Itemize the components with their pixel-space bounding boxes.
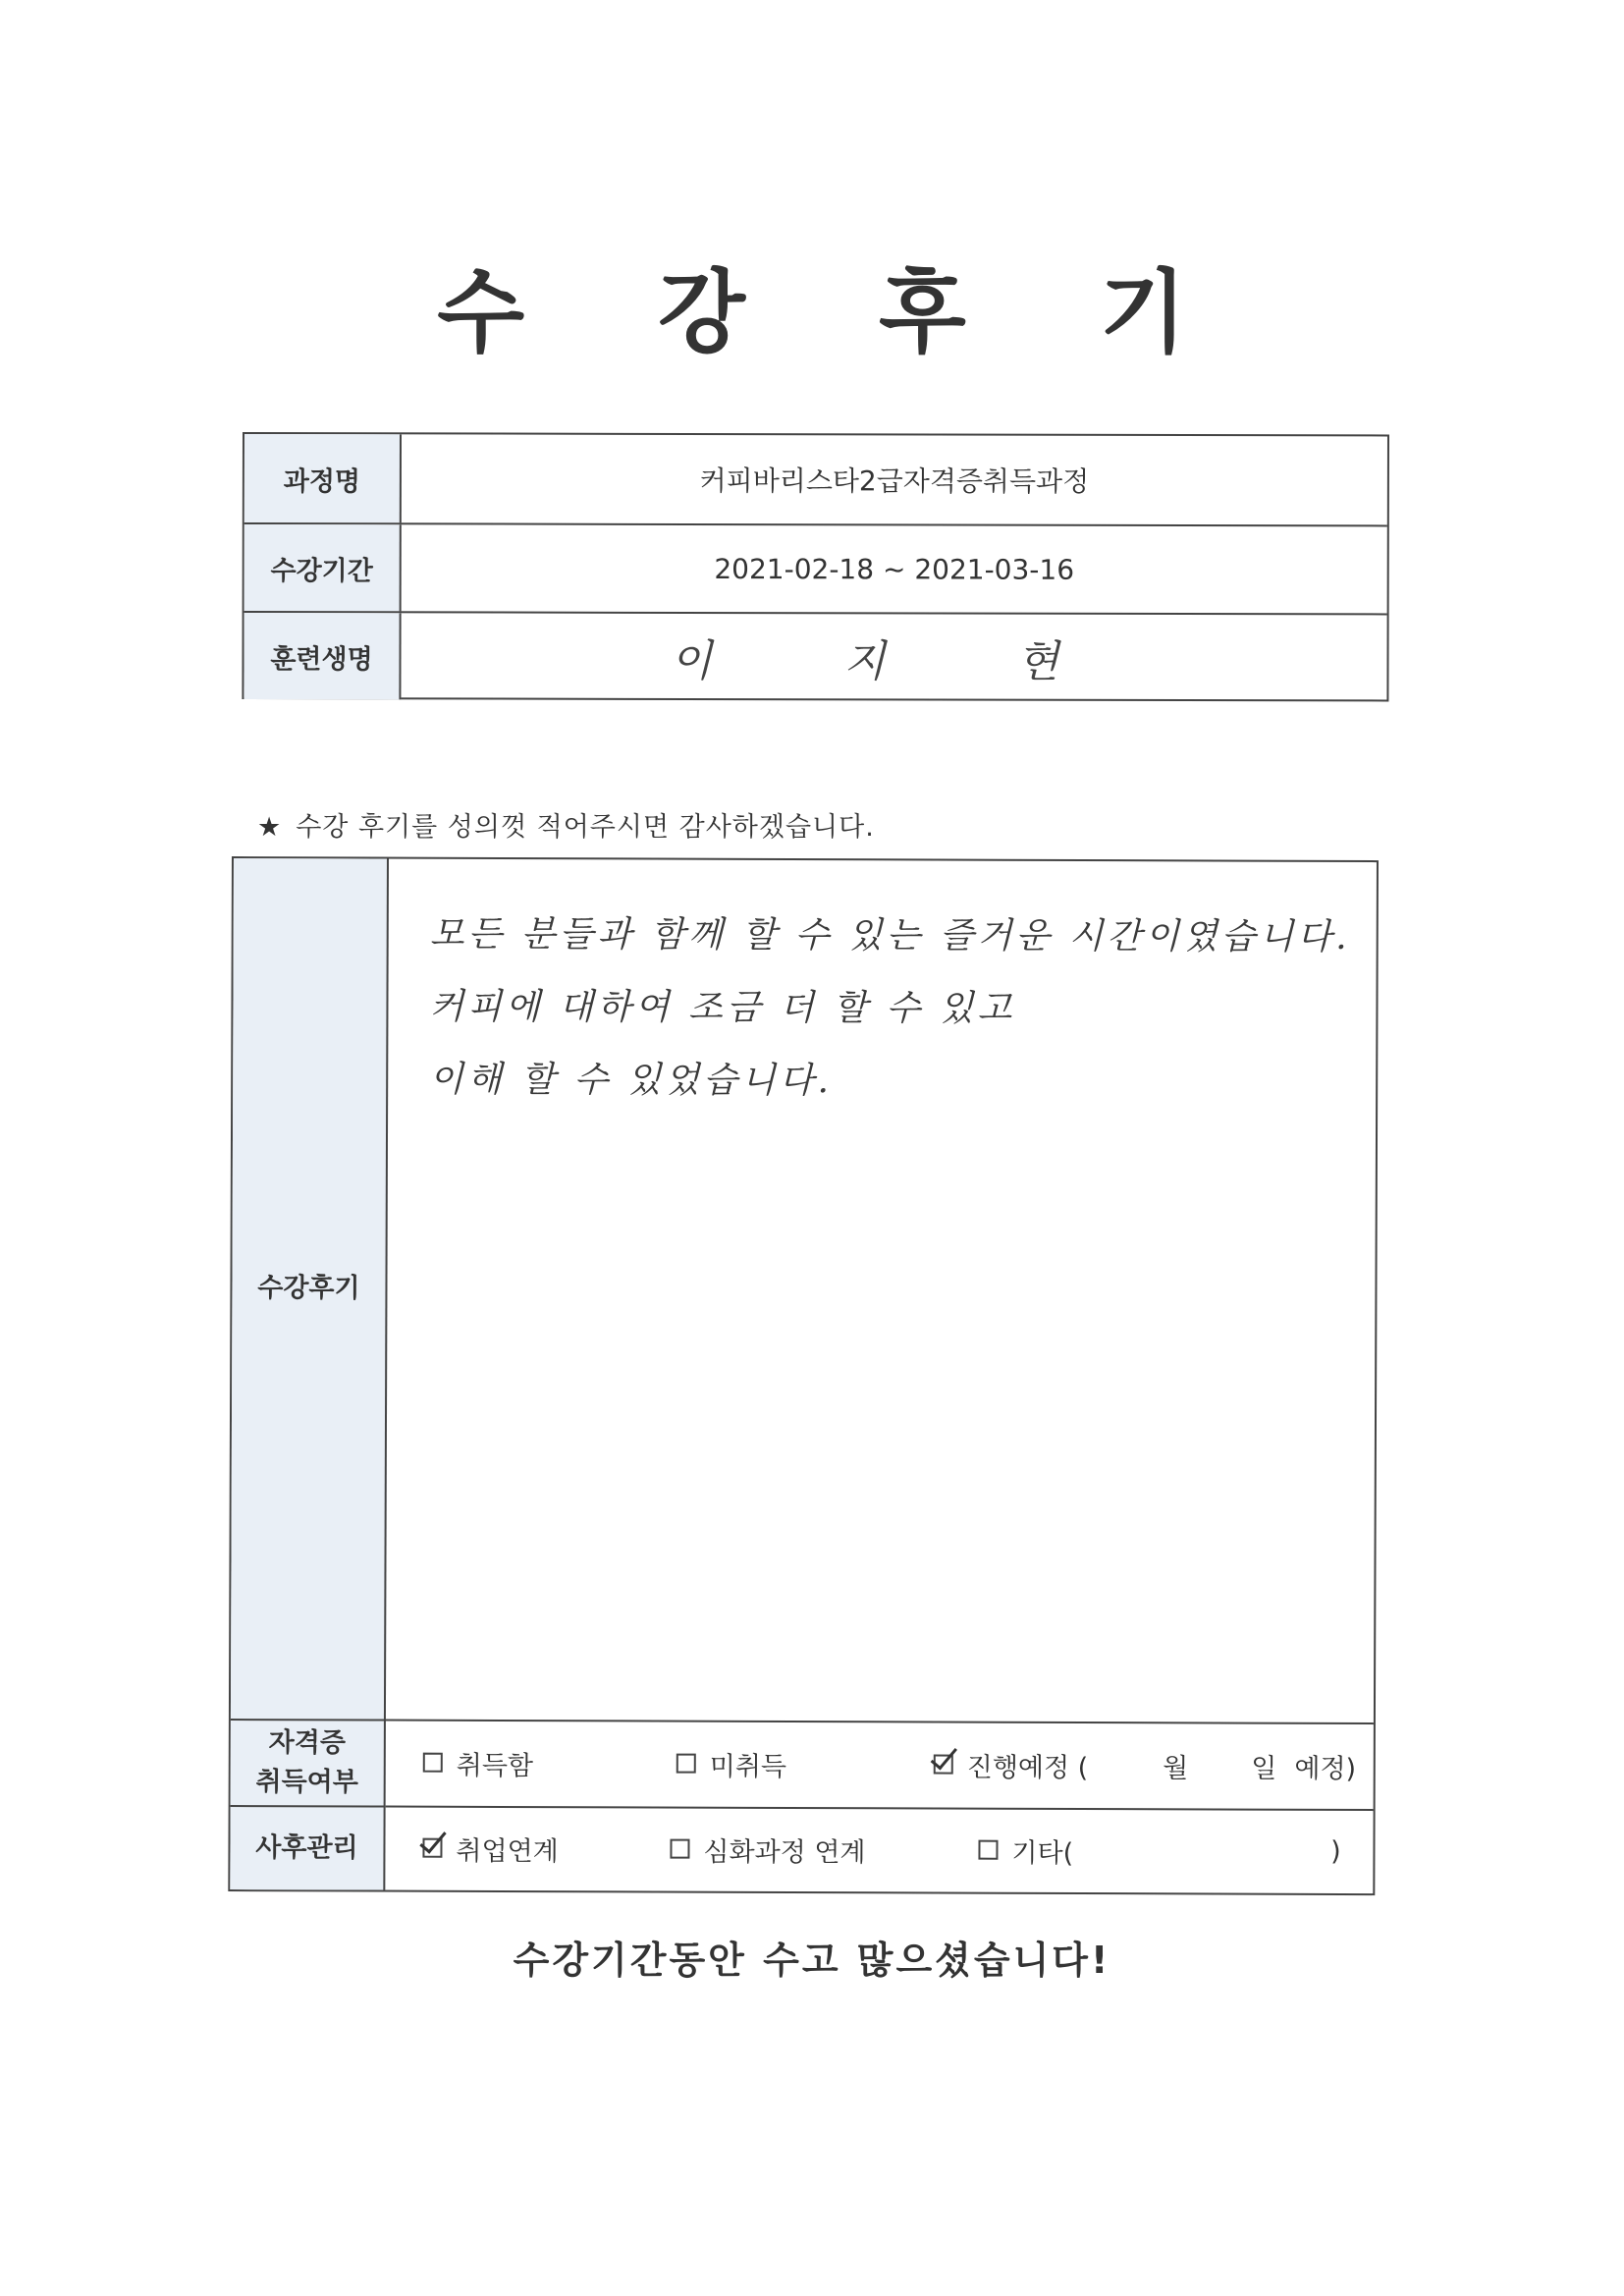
month-label: 월 (1163, 1752, 1189, 1783)
option-acquired-label: 취득함 (456, 1750, 534, 1781)
option-advanced-label: 심화과정 연계 (703, 1836, 866, 1868)
instruction-text: 수강 후기를 성의껏 적어주시면 감사하겠습니다. (296, 812, 875, 843)
followup-label: 사후관리 (230, 1805, 385, 1890)
instruction-note (257, 805, 875, 844)
trainee-row (244, 611, 1386, 701)
option-other[interactable] (978, 1831, 1340, 1870)
checked-checkbox-icon[interactable] (422, 1838, 442, 1858)
period-value: 2021-02-18 ~ 2021-03-16 (714, 552, 1075, 586)
review-table (228, 856, 1379, 1895)
option-planned-label: 진행예정 ( (966, 1752, 1089, 1783)
option-other-label: 기타( (1011, 1837, 1074, 1869)
option-advanced[interactable] (670, 1830, 865, 1869)
trainee-label: 훈련생명 (244, 613, 401, 699)
review-line: 모든 분들과 함께 할 수 있는 즐거운 시간이였습니다. (429, 913, 1351, 957)
review-label: 수강후기 (231, 858, 389, 1720)
option-other-close: ) (1330, 1835, 1341, 1867)
closing-message: 수강기간동안 수고 많으셨습니다! (513, 1939, 1111, 1982)
trainee-name: 이 지 현 (670, 635, 1118, 687)
certificate-options (386, 1720, 1374, 1810)
review-line: 이해 할 수 있었습니다. (429, 1059, 834, 1102)
checkbox-icon[interactable] (677, 1754, 696, 1774)
checkbox-icon[interactable] (670, 1839, 689, 1859)
option-not-acquired-label: 미취득 (709, 1751, 787, 1782)
checkbox-icon[interactable] (978, 1840, 998, 1860)
planned-suffix: 예정) (1294, 1753, 1357, 1784)
option-acquired[interactable] (423, 1743, 533, 1781)
checked-checkbox-icon[interactable] (934, 1755, 953, 1775)
course-value: 커피바리스타2급자격증취득과정 (699, 464, 1090, 498)
option-not-acquired[interactable] (677, 1744, 786, 1782)
certificate-label-line1: 자격증 (268, 1727, 347, 1759)
period-label: 수강기간 (244, 524, 402, 611)
certificate-label-line2: 취득여부 (255, 1767, 358, 1798)
checkbox-icon[interactable] (423, 1753, 443, 1773)
followup-options (385, 1806, 1373, 1894)
star-icon: ★ (257, 812, 283, 843)
review-line: 커피에 대하여 조금 더 할 수 있고 (429, 986, 1016, 1029)
period-row (244, 522, 1387, 613)
review-text (429, 899, 1351, 1120)
certificate-label (231, 1719, 386, 1806)
course-label: 과정명 (244, 434, 402, 522)
course-info-table (242, 432, 1389, 701)
option-job-label: 취업연계 (456, 1835, 559, 1867)
option-planned[interactable] (934, 1745, 1356, 1785)
course-row (244, 434, 1387, 524)
page-title: 수 강 후 기 (437, 260, 1238, 365)
option-job[interactable] (422, 1829, 558, 1867)
day-label: 일 (1251, 1753, 1277, 1784)
